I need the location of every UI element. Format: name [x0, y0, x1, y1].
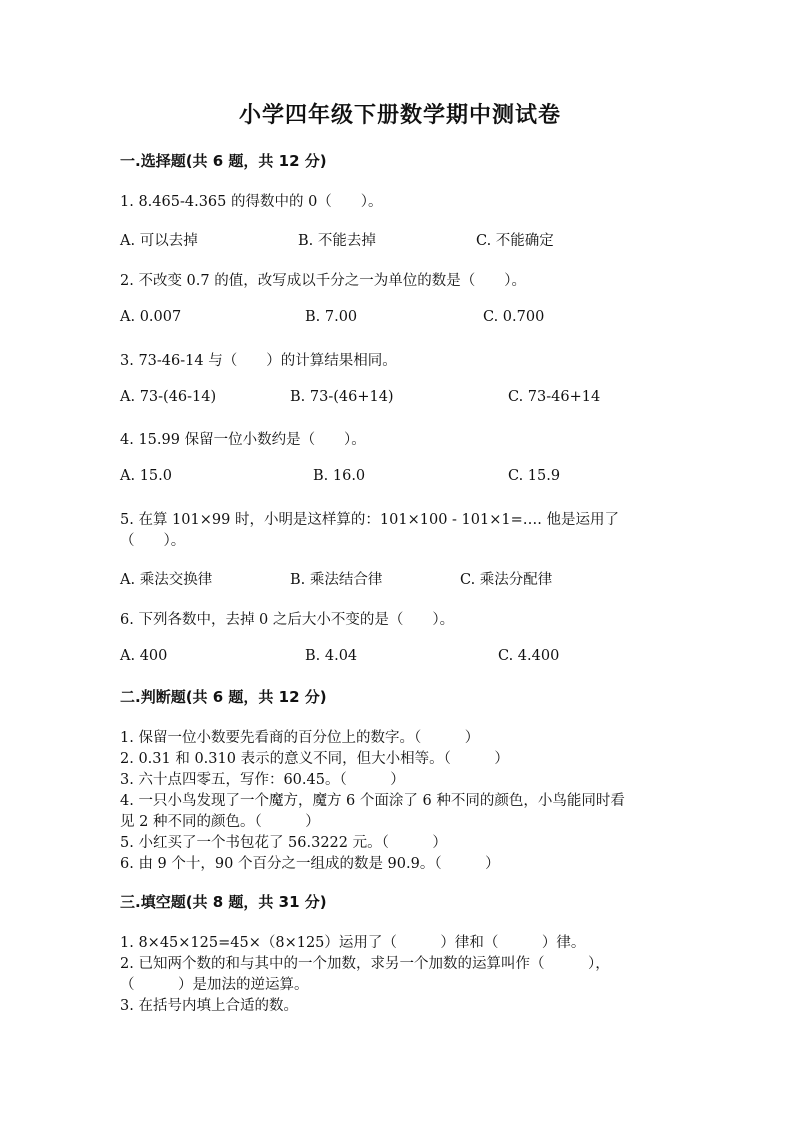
judgment-line: 4. 一只小鸟发现了一个魔方，魔方 6 个面涂了 6 种不同的颜色，小鸟能同时看 [120, 793, 625, 809]
fill-blank-line: 2. 已知两个数的和与其中的一个加数，求另一个加数的运算叫作（ ）， [120, 956, 610, 972]
judgment-line: 3. 六十点四零五，写作：60.45。（ ） [120, 772, 405, 788]
section-heading-judgment: 二.判断题(共 6 题，共 12 分) [120, 688, 327, 706]
judgment-line: 6. 由 9 个十，90 个百分之一组成的数是 90.9。（ ） [120, 856, 500, 872]
question-stem: 2. 不改变 0.7 的值，改写成以千分之一为单位的数是（ ）。 [120, 273, 526, 289]
question-stem: 3. 73-46-14 与（ ）的计算结果相同。 [120, 353, 397, 369]
option-b: B. 4.04 [305, 648, 358, 664]
question-stem: 1. 8.465-4.365 的得数中的 0（ ）。 [120, 194, 383, 210]
judgment-line: 1. 保留一位小数要先看商的百分位上的数字。（ ） [120, 730, 480, 746]
question-stem-continued: （ ）。 [120, 533, 186, 549]
option-c: C. 4.400 [498, 648, 560, 664]
fill-blank-line: 3. 在括号内填上合适的数。 [120, 998, 298, 1014]
option-b: B. 73-(46+14) [290, 389, 394, 405]
option-a: A. 400 [120, 648, 168, 664]
page-title: 小学四年级下册数学期中测试卷 [238, 102, 561, 128]
option-c: C. 0.700 [483, 309, 545, 325]
judgment-line: 2. 0.31 和 0.310 表示的意义不同，但大小相等。（ ） [120, 751, 509, 767]
option-a: A. 73-(46-14) [120, 389, 217, 405]
option-c: C. 73-46+14 [508, 389, 601, 405]
question-stem: 4. 15.99 保留一位小数约是（ ）。 [120, 432, 366, 448]
option-c: C. 15.9 [508, 468, 561, 484]
fill-blank-line: 1. 8×45×125=45×（8×125）运用了（ ）律和（ ）律。 [120, 935, 586, 951]
option-b: B. 乘法结合律 [290, 572, 383, 588]
option-a: A. 可以去掉 [120, 233, 198, 249]
option-c: C. 不能确定 [476, 233, 554, 249]
fill-blank-line: （ ）是加法的逆运算。 [120, 977, 309, 993]
option-b: B. 不能去掉 [298, 233, 376, 249]
option-a: A. 乘法交换律 [120, 572, 213, 588]
question-stem: 5. 在算 101×99 时，小明是这样算的：101×100 - 101×1=…. 他是运用了 [120, 512, 619, 528]
section-heading-choice: 一.选择题(共 6 题，共 12 分) [120, 152, 327, 170]
option-b: B. 16.0 [313, 468, 366, 484]
option-b: B. 7.00 [305, 309, 358, 325]
option-a: A. 15.0 [120, 468, 172, 484]
section-heading-fill-blank: 三.填空题(共 8 题，共 31 分) [120, 893, 327, 911]
judgment-line: 5. 小红买了一个书包花了 56.3222 元。（ ） [120, 835, 447, 851]
option-c: C. 乘法分配律 [460, 572, 553, 588]
question-stem: 6. 下列各数中，去掉 0 之后大小不变的是（ ）。 [120, 612, 455, 628]
option-a: A. 0.007 [120, 309, 182, 325]
judgment-line: 见 2 种不同的颜色。（ ） [120, 814, 320, 830]
